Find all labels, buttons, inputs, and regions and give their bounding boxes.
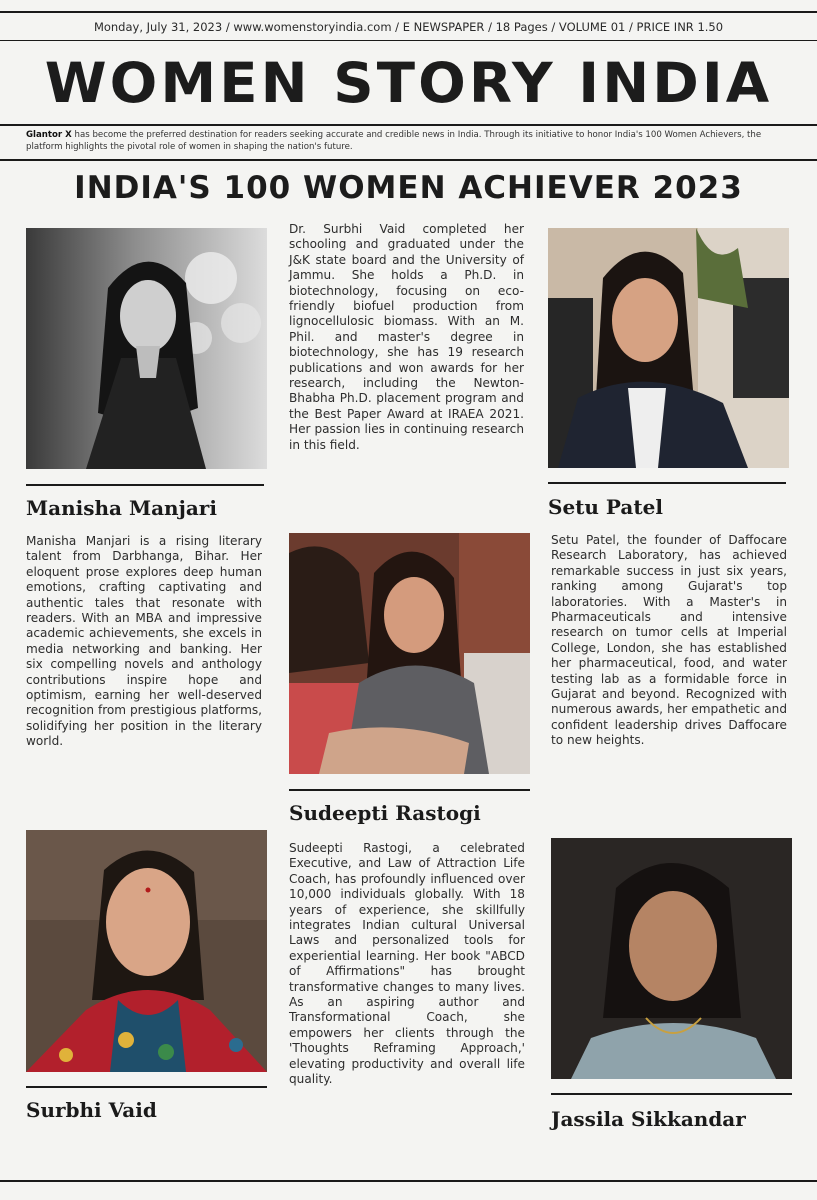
masthead: WOMEN STORY INDIA	[44, 51, 773, 115]
manisha-bio: Manisha Manjari is a rising literary talent from Darbhanga, Bihar. Her eloquent prose explores deep human emotions, crafting captivating and authentic tales that resonate with readers. With an MBA and impressive academic achievements, she excels in media networking and banking. Her six compelling novels and anthology contributions inspire hope and optimism, earning her well-deserved recognition from prestigious platforms, solidifying her position in the literary world.	[26, 534, 262, 749]
surbhi-name: Surbhi Vaid	[26, 1098, 157, 1122]
dateline: Monday, July 31, 2023 / www.womenstoryindia.com / E NEWSPAPER / 18 Pages / VOLUME 01 / PRICE INR 1.50	[93, 20, 724, 34]
sudeepti-bio: Sudeepti Rastogi, a celebrated Executive, and Law of Attraction Life Coach, has profoundly influenced over 10,000 individuals globally. With 18 years of experience, she skillfully integrates Indian cultural Universal Laws and personalized tools for experiential learning. Her book "ABCD of Affirmations" has brought transformative changes to many lives. As an aspiring author and Transformational Coach, she empowers her clients through the 'Thoughts Reframing Approach,' elevating productivity and overall life quality.	[289, 841, 525, 1087]
sudeepti-rule	[289, 789, 530, 791]
manisha-rule	[26, 484, 264, 486]
bottom-rule	[0, 1180, 817, 1182]
intro-body: has become the preferred destination for readers seeking accurate and credible news in India. Through its initiative to honor India's 100 Women Achievers, the platform highlights the pivotal role of women in shaping the nation's future.	[26, 130, 762, 152]
intro-brand: Glantor X	[26, 130, 72, 140]
setu-photo	[548, 228, 789, 468]
intro-text	[26, 129, 794, 153]
setu-bio: Setu Patel, the founder of Daffocare Research Laboratory, has achieved remarkable success in just six years, ranking among Gujarat's top laboratories. With a Master's in Pharmaceuticals and intensive research on tumor cells at Imperial College, London, she has established her pharmaceutical, food, and water testing lab as a formidable force in Gujarat and beyond. Recognized with numerous awards, her empathetic and confident leadership drives Daffocare to new heights.	[551, 533, 787, 748]
surbhi-rule	[26, 1086, 267, 1088]
manisha-photo	[26, 228, 267, 469]
sudeepti-name: Sudeepti Rastogi	[289, 801, 481, 825]
section-title: INDIA'S 100 WOMEN ACHIEVER 2023	[74, 170, 743, 206]
masthead-rule	[0, 124, 817, 126]
setu-rule	[548, 482, 786, 484]
jassila-photo	[551, 838, 792, 1079]
intro-rule	[0, 159, 817, 161]
top-rule	[0, 11, 817, 13]
sudeepti-photo	[289, 533, 530, 774]
jassila-name: Jassila Sikkandar	[551, 1107, 746, 1131]
jassila-rule	[551, 1093, 792, 1095]
manisha-name: Manisha Manjari	[26, 496, 217, 520]
surbhi-bio: Dr. Surbhi Vaid completed her schooling and graduated under the J&K state board and the University of Jammu. She holds a Ph.D. in biotechnology, focusing on eco-friendly biofuel production from lignocellulosic biomass. With an M. Phil. and master's degree in biotechnology, she has 19 research publications and won awards for her research, including the Newton-Bhabha Ph.D. placement program and the Best Paper Award at IRAEA 2021. Her passion lies in continuing research in this field.	[289, 222, 524, 452]
setu-name: Setu Patel	[548, 495, 663, 519]
dateline-rule	[0, 40, 817, 41]
surbhi-photo	[26, 830, 267, 1072]
